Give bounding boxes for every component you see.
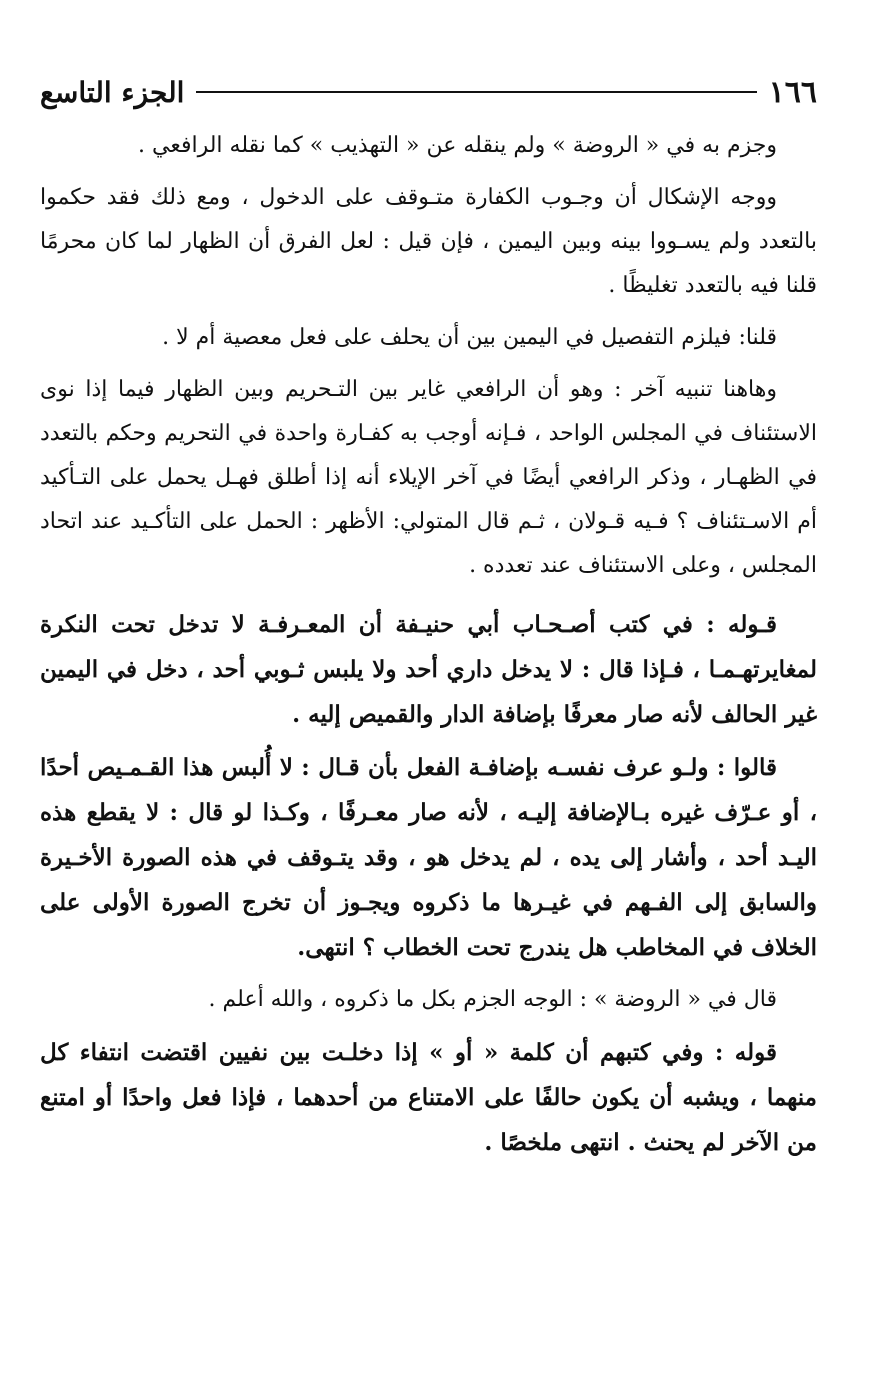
running-title: الجزء التاسع xyxy=(40,75,185,109)
paragraph-6: قالوا : ولـو عرف نفسـه بإضافـة الفعل بأن قـال : لا أُلبس هذا القـمـيص أحدًا ، أو عـرّف غيره بـالإضافة إليـه ، لأنه صار معـرفًا ، وكـذا لو قال : لا يقطع هذه اليـد أحد ، وأشار إلى يده ، لم يدخل هو ، وقد يتـوقف في هذه الصورة الأخـيرة والسابق إلى الفـهم في غيـرها ما ذكروه ويجـوز أن تخرج الصورة الأولى على الخلاف في المخاطب هل يندرج تحت الخطاب ؟ انتهى. xyxy=(40,754,817,961)
paragraph-4: وهاهنا تنبيه آخر : وهو أن الرافعي غاير بين التـحريم وبين الظهار فيما إذا نوى الاستئناف في المجلس الواحد ، فـإنه أوجب به كفـارة واحدة في التحريم وحكم بالتعدد في الظهـار ، وذكر الرافعي أيضًا في آخر الإيلاء أنه إذا أطلق فهـل يحمل على التـأكيد أم الاسـتئناف ؟ فـيه قـولان ، ثـم قال المتولي: الأظهر : الحمل على التأكـيد عند اتحاد المجلس ، وعلى الاستئناف عند تعدده . xyxy=(40,377,817,578)
paragraph-2: ووجه الإشكال أن وجـوب الكفارة متـوقف على الدخول ، ومع ذلك فقد حكموا بالتعدد ولم يسـووا بينه وبين اليمين ، فإن قيل : لعل الفرق أن الظهار لما كان محرمًا قلنا فيه بالتعدد تغليظًا . xyxy=(40,185,817,298)
paragraph-1: وجزم به في « الروضة » ولم ينقله عن « التهذيب » كما نقله الرافعي . xyxy=(138,133,777,158)
page-header xyxy=(40,70,817,114)
page-number: ١٦٦ xyxy=(768,74,817,110)
header-rule xyxy=(196,91,756,93)
paragraph-5: قـوله : في كتب أصـحـاب أبي حنيـفة أن المعـرفـة لا تدخل تحت النكرة لمغايرتهـمـا ، فـإذا قال : لا يدخل داري أحد ولا يلبس ثـوبي أحد ، دخل في اليمين غير الحالف لأنه صار معرفًا بإضافة الدار والقميص إليه . xyxy=(40,611,817,728)
paragraph-8: قوله : وفي كتبهم أن كلمة « أو » إذا دخلـت بين نفيين اقتضت انتفاء كل منهما ، ويشبه أن يكون حالفًا على الامتناع من أحدهما ، فإذا فعل واحدًا أو امتنع من الآخر لم يحنث . انتهى ملخصًا . xyxy=(40,1039,817,1156)
paragraph-7: قال في « الروضة » : الوجه الجزم بكل ما ذكروه ، والله أعلم . xyxy=(208,987,777,1012)
paragraph-3: قلنا: فيلزم التفصيل في اليمين بين أن يحلف على فعل معصية أم لا . xyxy=(162,325,777,350)
